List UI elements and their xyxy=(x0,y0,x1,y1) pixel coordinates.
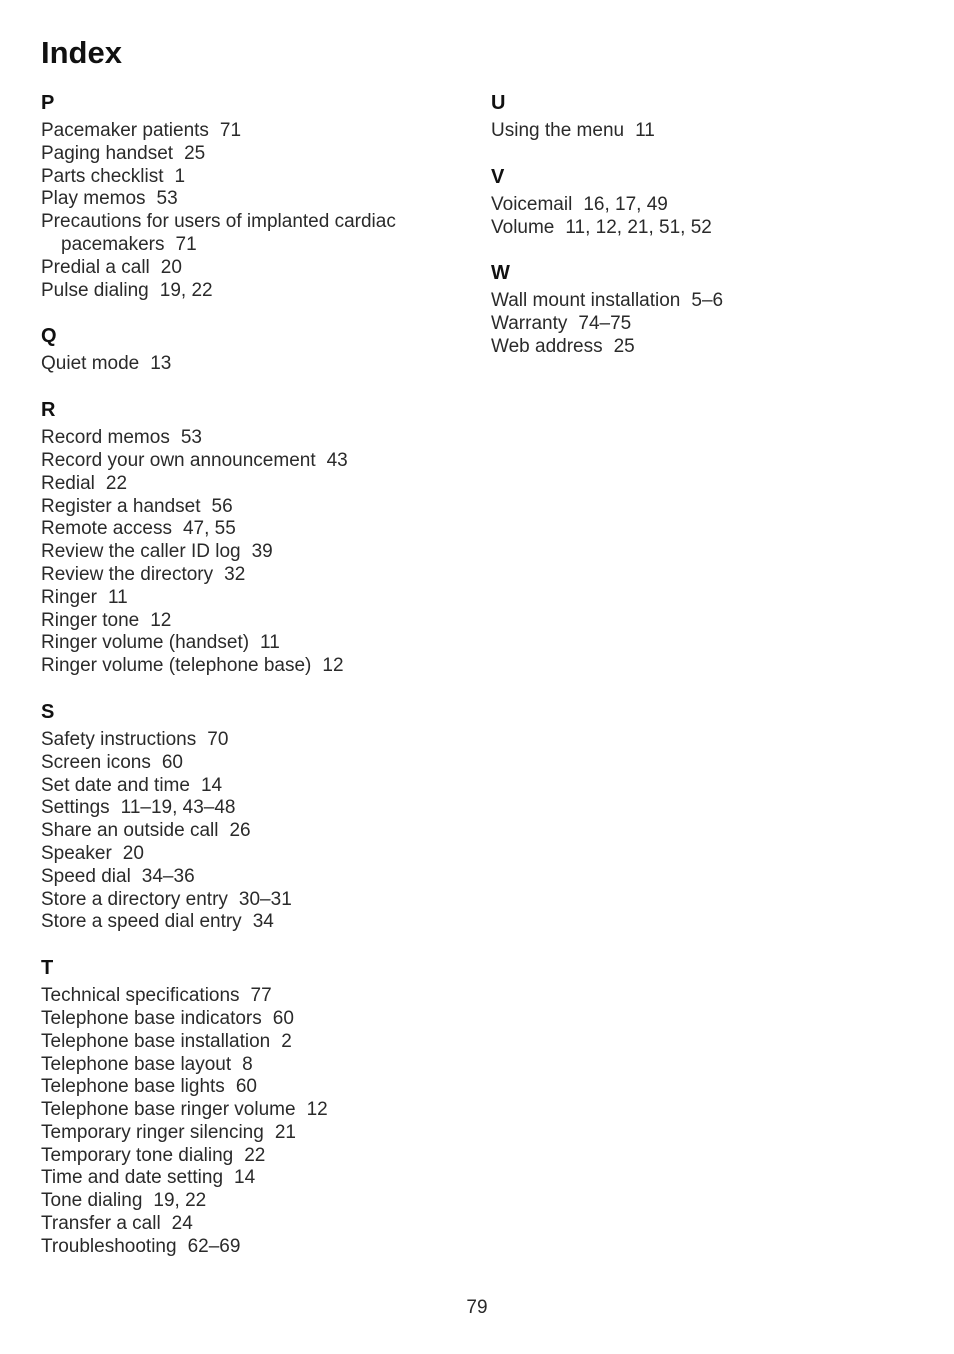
index-page-refs: 39 xyxy=(251,541,273,563)
index-term: Technical specifications xyxy=(41,985,240,1007)
index-entry xyxy=(41,473,461,496)
index-page-refs: 11, 12, 21, 51, 52 xyxy=(565,216,712,238)
index-entry xyxy=(491,120,911,143)
index-page-refs: 19, 22 xyxy=(153,1190,207,1212)
index-term: Record your own announcement xyxy=(41,449,316,471)
index-page-refs: 13 xyxy=(150,353,172,375)
index-term: Voicemail xyxy=(491,193,573,215)
index-entry xyxy=(41,843,461,866)
index-term: Ringer volume (handset) xyxy=(41,632,250,654)
index-page-refs: 56 xyxy=(211,495,233,517)
section-letter: R xyxy=(41,399,56,422)
section-letter: W xyxy=(491,262,510,285)
index-entry xyxy=(41,911,461,934)
index-entry xyxy=(41,1167,461,1190)
index-page-refs: 60 xyxy=(272,1007,294,1029)
index-page-refs: 30–31 xyxy=(238,888,292,910)
index-term: Precautions for users of implanted cardiac pacemakers xyxy=(41,211,396,255)
index-entry xyxy=(41,1236,461,1259)
index-term: Web address xyxy=(491,335,603,357)
index-term: Predial a call xyxy=(41,256,150,278)
index-page-refs: 24 xyxy=(171,1213,193,1235)
index-term: Temporary tone dialing xyxy=(41,1144,234,1166)
index-term: Telephone base indicators xyxy=(41,1007,262,1029)
index-entry xyxy=(41,518,461,541)
index-page-refs: 74–75 xyxy=(578,313,632,335)
index-term: Telephone base layout xyxy=(41,1053,232,1075)
index-entry xyxy=(41,427,461,450)
index-page-refs: 26 xyxy=(229,820,251,842)
index-term: Ringer xyxy=(41,586,97,608)
section-letter: V xyxy=(491,165,505,188)
index-page-refs: 20 xyxy=(122,842,144,864)
index-page-refs: 11 xyxy=(260,632,280,654)
index-page-refs: 12 xyxy=(150,609,172,631)
index-term: Pacemaker patients xyxy=(41,120,209,141)
index-page-refs: 8 xyxy=(242,1053,253,1075)
index-page-refs: 60 xyxy=(161,751,183,773)
index-entry xyxy=(41,775,461,798)
index-term: Speaker xyxy=(41,842,112,864)
index-page-refs: 71 xyxy=(175,233,197,255)
index-term: Temporary ringer silencing xyxy=(41,1121,264,1143)
index-entry xyxy=(41,985,461,1008)
index-entry xyxy=(41,752,461,775)
page-number: 79 xyxy=(466,1297,488,1318)
index-entry xyxy=(491,217,911,240)
index-term: Safety instructions xyxy=(41,728,197,750)
index-entry xyxy=(41,1008,461,1031)
index-section-v xyxy=(491,164,911,240)
index-term: Share an outside call xyxy=(41,820,219,842)
index-entry xyxy=(41,820,461,843)
index-term: Screen icons xyxy=(41,751,151,773)
index-entry xyxy=(41,143,461,166)
index-page-refs: 14 xyxy=(234,1167,256,1189)
index-term: Volume xyxy=(491,216,555,238)
index-term: Ringer volume (telephone base) xyxy=(41,655,312,677)
index-entry xyxy=(41,1190,461,1213)
index-page-refs: 22 xyxy=(105,472,128,494)
index-term: Using the menu xyxy=(491,120,625,141)
index-page-refs: 21 xyxy=(274,1121,296,1143)
index-entry xyxy=(41,610,461,633)
index-entry xyxy=(41,1054,461,1077)
index-entry xyxy=(41,729,461,752)
index-term: Set date and time xyxy=(41,774,190,796)
index-page-refs: 70 xyxy=(207,728,229,750)
index-page-refs: 20 xyxy=(160,256,182,278)
index-entry xyxy=(41,450,461,473)
index-term: Review the caller ID log xyxy=(41,541,241,563)
index-section-s xyxy=(41,699,461,934)
index-section-q xyxy=(41,323,461,376)
index-term: Speed dial xyxy=(41,865,131,887)
index-entry xyxy=(41,188,461,211)
page-title: Index xyxy=(41,35,122,70)
index-page-refs: 62–69 xyxy=(187,1235,241,1257)
index-term: Parts checklist xyxy=(41,165,164,187)
index-term: Ringer tone xyxy=(41,609,140,631)
index-entry xyxy=(41,1122,461,1145)
index-term: Paging handset xyxy=(41,142,174,164)
index-term: Quiet mode xyxy=(41,353,140,375)
index-page-refs: 1 xyxy=(174,165,186,187)
index-page-refs: 47, 55 xyxy=(182,518,236,540)
index-page-refs: 2 xyxy=(281,1030,292,1052)
index-term: Settings xyxy=(41,797,110,819)
index-section-u xyxy=(491,90,911,143)
index-page-refs: 19, 22 xyxy=(159,279,213,301)
section-letter: P xyxy=(41,92,55,114)
index-entry xyxy=(41,1213,461,1236)
index-entry xyxy=(41,1099,461,1122)
index-page-refs: 16, 17, 49 xyxy=(583,193,668,215)
index-entry xyxy=(41,587,461,610)
index-page-refs: 43 xyxy=(326,449,348,471)
index-page-refs: 71 xyxy=(219,120,242,141)
index-term: Review the directory xyxy=(41,563,214,585)
index-entry xyxy=(491,336,911,359)
index-entry xyxy=(41,1145,461,1168)
index-entry xyxy=(41,541,461,564)
index-page-refs: 34–36 xyxy=(141,865,195,887)
index-page-refs: 11 xyxy=(107,586,128,608)
index-term: Remote access xyxy=(41,518,172,540)
index-section-w xyxy=(491,260,911,358)
index-entry xyxy=(41,166,461,189)
index-page-refs: 5–6 xyxy=(691,290,724,312)
index-term: Tone dialing xyxy=(41,1190,143,1212)
index-section-p xyxy=(41,90,461,302)
index-entry xyxy=(41,632,461,655)
index-term: Store a directory entry xyxy=(41,888,228,910)
index-entry xyxy=(41,1031,461,1054)
index-term: Warranty xyxy=(491,313,568,335)
index-term: Telephone base installation xyxy=(41,1030,271,1052)
index-entry xyxy=(41,120,461,143)
index-entry xyxy=(41,257,461,280)
index-page-refs: 22 xyxy=(244,1144,266,1166)
index-entry xyxy=(41,889,461,912)
index-page-refs: 34 xyxy=(252,911,274,933)
index-page-refs: 60 xyxy=(235,1076,257,1098)
index-section-r xyxy=(41,397,461,678)
index-entry xyxy=(41,280,461,303)
section-letter: T xyxy=(41,957,54,980)
index-entry xyxy=(491,313,911,336)
index-entry xyxy=(491,194,911,217)
index-page-refs: 53 xyxy=(156,188,178,210)
index-page-refs: 32 xyxy=(224,563,246,585)
index-entry xyxy=(41,1076,461,1099)
index-term: Pulse dialing xyxy=(41,279,149,301)
index-page-refs: 11 xyxy=(635,120,655,141)
index-term: Wall mount installation xyxy=(491,290,681,312)
index-term: Record memos xyxy=(41,427,170,449)
section-letter: U xyxy=(491,92,506,114)
index-page-refs: 11–19, 43–48 xyxy=(120,797,236,819)
index-term: Time and date setting xyxy=(41,1167,224,1189)
index-term: Redial xyxy=(41,472,95,494)
index-page-refs: 53 xyxy=(180,427,202,449)
section-letter: Q xyxy=(41,325,57,348)
section-letter: S xyxy=(41,700,55,723)
index-page-refs: 25 xyxy=(613,335,635,357)
index-entry xyxy=(41,655,461,678)
index-entry xyxy=(41,564,461,587)
index-entry xyxy=(491,290,911,313)
index-entry xyxy=(41,353,461,376)
index-term: Register a handset xyxy=(41,495,201,517)
index-entry xyxy=(41,211,461,257)
index-entry xyxy=(41,866,461,889)
index-page-refs: 12 xyxy=(306,1099,328,1121)
index-term: Telephone base lights xyxy=(41,1076,225,1098)
index-term: Telephone base ringer volume xyxy=(41,1099,296,1121)
index-column-right xyxy=(491,90,911,380)
index-term: Transfer a call xyxy=(41,1213,161,1235)
index-page-refs: 14 xyxy=(200,774,223,796)
index-entry xyxy=(41,496,461,519)
index-section-t xyxy=(41,955,461,1259)
index-term: Troubleshooting xyxy=(41,1235,177,1257)
index-term: Store a speed dial entry xyxy=(41,911,242,933)
index-page-refs: 12 xyxy=(322,655,344,677)
index-page-refs: 25 xyxy=(184,142,206,164)
index-term: Play memos xyxy=(41,188,146,210)
index-page-refs: 77 xyxy=(250,985,272,1007)
index-column-left xyxy=(41,90,461,1280)
index-entry xyxy=(41,797,461,820)
